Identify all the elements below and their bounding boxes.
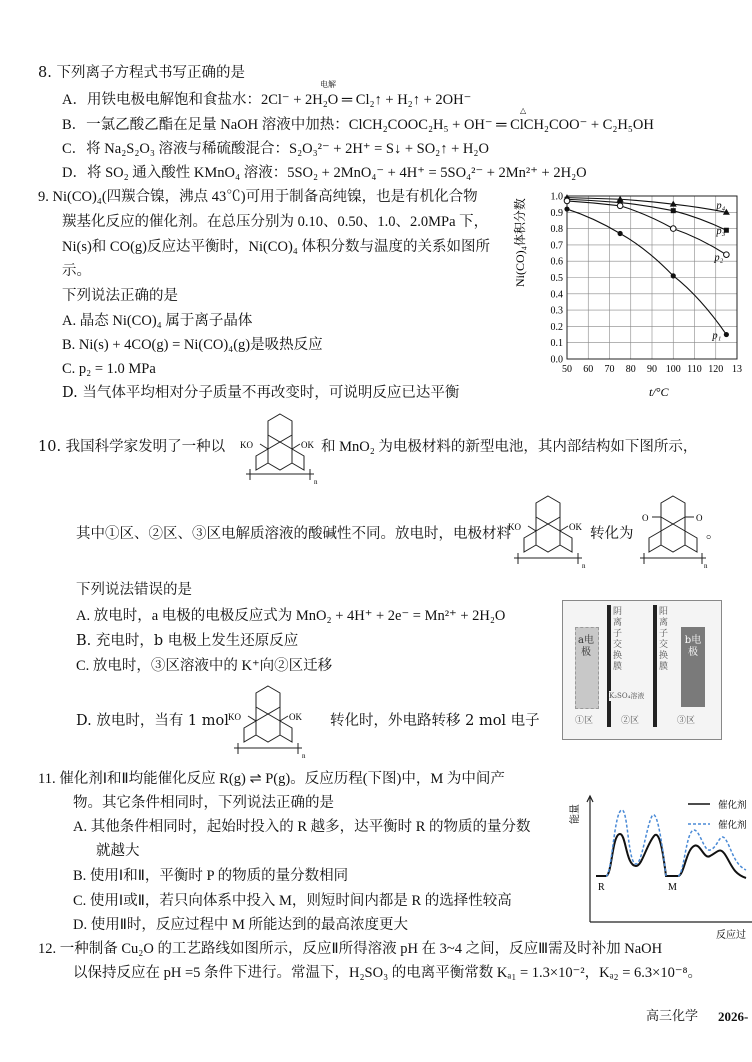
y-tick-label: 0.4 <box>550 289 563 301</box>
x-tick-label: 100 <box>665 364 681 375</box>
q10-line-2a: 其中①区、②区、③区电解质溶液的酸碱性不同。放电时，电极材料 <box>76 526 511 542</box>
cation-exchange-membrane <box>653 605 657 727</box>
series-line-4 <box>567 198 726 213</box>
polymer-n: n <box>582 562 586 570</box>
q9-option-c: C. p₂ = 1.0 MPa <box>62 361 156 377</box>
data-point <box>671 273 676 278</box>
y-tick-label: 0.9 <box>550 207 563 219</box>
x-tick-label: 60 <box>583 364 594 375</box>
x-tick-label: 70 <box>604 364 615 375</box>
electrode-b-label: b电极 <box>684 635 702 658</box>
anthraquinone-diolate-polymer-structure-2 <box>506 490 590 570</box>
ok-group: OK <box>289 712 302 722</box>
reactant-label: R <box>598 882 605 893</box>
y-tick-label: 0.6 <box>550 256 563 268</box>
series-label: p₄ <box>716 200 726 212</box>
series-label: p₂ <box>714 252 724 264</box>
polymer-n: n <box>302 752 306 760</box>
q10-option-a: A. 放电时，a 电极的电极反应式为 MnO₂ + 4H⁺ + 2e⁻ = Mn²⁺ + 2H₂O <box>76 608 506 624</box>
legend-catalyst-2: 催化剂 <box>718 821 747 831</box>
series-label: p₃ <box>716 226 726 238</box>
q10-option-c: C. 放电时，③区溶液中的 K⁺向②区迁移 <box>76 658 333 674</box>
o-group: O <box>696 513 703 523</box>
series-line-1 <box>567 209 726 335</box>
y-tick-label: 0.7 <box>550 240 563 252</box>
q12-line-1: 12. 一种制备 Cu₂O 的工艺路线如图所示，反应Ⅱ所得溶液 pH 在 3~4 之间，反应Ⅲ需及时补加 NaOH <box>38 941 663 957</box>
q12-line-2: 以保持反应在 pH =5 条件下进行。常温下，H₂SO₃ 的电离平衡常数 Kₐ₁ = 1.3×10⁻²，Kₐ₂ = 6.3×10⁻⁸。 <box>73 965 703 981</box>
q11-option-a-line-2: 就越大 <box>96 843 140 859</box>
x-tick-label: 13 <box>732 364 742 375</box>
x-tick-label: 120 <box>708 364 724 375</box>
q9-chart <box>513 186 752 401</box>
zone-1-label: ①区 <box>575 716 594 726</box>
anthraquinone-polymer-structure <box>636 490 710 570</box>
q11-option-a-line-1: A. 其他条件相同时，起始时投入的 R 越多，达平衡时 R 的物质的量分数 <box>73 819 531 835</box>
data-point <box>671 208 676 213</box>
x-tick-label: 80 <box>625 364 636 375</box>
q8-option-b: B．一氯乙酸乙酯在足量 NaOH 溶液中加热：ClCH₂COOC₂H₅ + OH⁻ ═ ClCH₂COO⁻ + C₂H₅OH <box>62 117 654 133</box>
catalyst-1-curve <box>596 834 746 878</box>
y-tick-label: 1.0 <box>550 191 563 203</box>
q9-line-1: 9. Ni(CO)₄(四羰合镍，沸点 43℃)可用于制备高纯镍，也是有机化合物 <box>38 189 478 205</box>
reaction-energy-profile <box>568 790 752 960</box>
q9-line-2: 羰基化反应的催化剂。在总压分别为 0.10、0.50、1.0、2.0MPa 下， <box>62 214 489 230</box>
data-point <box>564 206 569 211</box>
electrode-a-label: a电极 <box>578 635 594 658</box>
q10-option-b: B. 充电时，b 电极上发生还原反应 <box>76 633 299 649</box>
x-axis-label: t/°C <box>649 385 669 399</box>
polymer-n: n <box>704 562 708 570</box>
anthraquinone-diolate-polymer-structure-1 <box>238 408 322 486</box>
y-tick-label: 0.3 <box>550 305 563 317</box>
x-tick-label: 50 <box>562 364 572 375</box>
q11-option-c: C. 使用Ⅰ或Ⅱ，若只向体系中投入 M，则短时间内都是 R 的选择性较高 <box>73 893 512 909</box>
q11-option-b: B. 使用Ⅰ和Ⅱ，平衡时 P 的物质的量分数相同 <box>73 868 349 884</box>
ok-group: OK <box>301 440 314 450</box>
polymer-n: n <box>314 478 318 486</box>
q8-b-condition: △ <box>520 106 527 115</box>
energy-axis-label: 能量 <box>570 804 581 824</box>
catalyst-2-curve <box>606 810 746 876</box>
anthraquinone-diolate-polymer-structure-3 <box>208 680 328 760</box>
q10-line-3: 下列说法错误的是 <box>76 582 192 598</box>
ko-group: KO <box>240 440 253 450</box>
data-point <box>724 332 729 337</box>
ko-group: KO <box>508 522 521 532</box>
q10-option-d-part-1: D. 放电时，当有 1 mol <box>76 713 229 729</box>
zone-2-label: ②区 <box>621 716 640 726</box>
q8-stem: 8. 下列离子方程式书写正确的是 <box>38 65 245 81</box>
cell-diagram <box>562 600 722 740</box>
legend-catalyst-1: 催化剂 <box>718 801 747 811</box>
q10-line-1a: 10. 我国科学家发明了一种以 <box>38 439 226 455</box>
data-point <box>564 198 570 204</box>
q11-line-2: 物。其它条件相同时，下列说法正确的是 <box>73 795 334 811</box>
y-tick-label: 0.1 <box>550 338 563 350</box>
q9-option-b: B. Ni(s) + 4CO(g) = Ni(CO)₄(g)是吸热反应 <box>62 337 323 353</box>
series-label: p₁ <box>712 330 722 342</box>
x-tick-labels <box>562 364 742 375</box>
progress-axis-label: 反应过 <box>716 930 746 941</box>
footer-year: 2026- <box>718 1009 749 1024</box>
data-point <box>670 226 676 232</box>
data-point <box>618 231 623 236</box>
zone-3-label: ③区 <box>677 716 696 726</box>
series-line-3 <box>567 199 726 230</box>
data-point <box>724 252 730 258</box>
q9-line-3: Ni(s)和 CO(g)反应达平衡时，Ni(CO)₄ 体积分数与温度的关系如图所 <box>62 239 490 255</box>
solution-label: K₂SO₄溶液 <box>609 692 645 700</box>
y-axis-label: Ni(CO)₄体积分数 <box>513 198 527 287</box>
footer-subject: 高三化学 <box>646 1009 699 1024</box>
y-tick-labels <box>551 192 564 366</box>
intermediate-label: M <box>668 882 677 893</box>
q11-option-d: D. 使用Ⅱ时，反应过程中 M 所能达到的最高浓度更大 <box>73 917 408 933</box>
q10-option-d-part-2: 转化时，外电路转移 2 mol 电子 <box>330 713 540 729</box>
x-tick-label: 110 <box>687 364 702 375</box>
data-point <box>617 203 623 209</box>
q8-option-d: D．将 SO₂ 通入酸性 KMnO₄ 溶液：5SO₂ + 2MnO₄⁻ + 4H⁺ = 5SO₄²⁻ + 2Mn²⁺ + 2H₂O <box>62 165 587 181</box>
q10-line-1b: 和 MnO₂ 为电极材料的新型电池，其内部结构如下图所示， <box>321 439 698 455</box>
q8-option-a: A．用铁电极电解饱和食盐水：2Cl⁻ + 2H₂O ═ Cl₂↑ + H₂↑ + 2OH⁻ <box>62 92 472 108</box>
ko-group: KO <box>228 712 241 722</box>
membrane-1-label: 阴离子交换膜 <box>613 607 623 672</box>
series-line-2 <box>567 201 726 255</box>
q11-line-1: 11. 催化剂Ⅰ和Ⅱ均能催化反应 R(g) ⇌ P(g)。反应历程(下图)中，M 为中间产 <box>38 771 505 787</box>
y-tick-label: 0.5 <box>550 273 563 284</box>
q9-option-d: D. 当气体平均相对分子质量不再改变时，可说明反应已达平衡 <box>62 385 460 401</box>
y-tick-label: 0.0 <box>550 354 563 366</box>
x-tick-label: 90 <box>647 364 657 375</box>
y-tick-label: 0.2 <box>550 321 563 333</box>
o-group: O <box>642 513 649 523</box>
anion-exchange-membrane <box>607 605 611 727</box>
q10-line-2b: 转化为 <box>590 526 634 542</box>
q8-option-c: C．将 Na₂S₂O₃ 溶液与稀硫酸混合：S₂O₃²⁻ + 2H⁺ = S↓ + SO₂↑ + H₂O <box>62 141 489 157</box>
y-tick-label: 0.8 <box>550 224 563 236</box>
q8-a-condition: 电解 <box>320 80 336 89</box>
q9-line-4: 示。 <box>62 263 91 279</box>
q10-line-2c: 。 <box>706 526 721 542</box>
ok-group: OK <box>569 522 582 532</box>
membrane-2-label: 阳离子交换膜 <box>659 607 669 672</box>
q9-line-5: 下列说法正确的是 <box>62 288 178 304</box>
q9-option-a: A. 晶态 Ni(CO)₄ 属于离子晶体 <box>62 313 253 329</box>
